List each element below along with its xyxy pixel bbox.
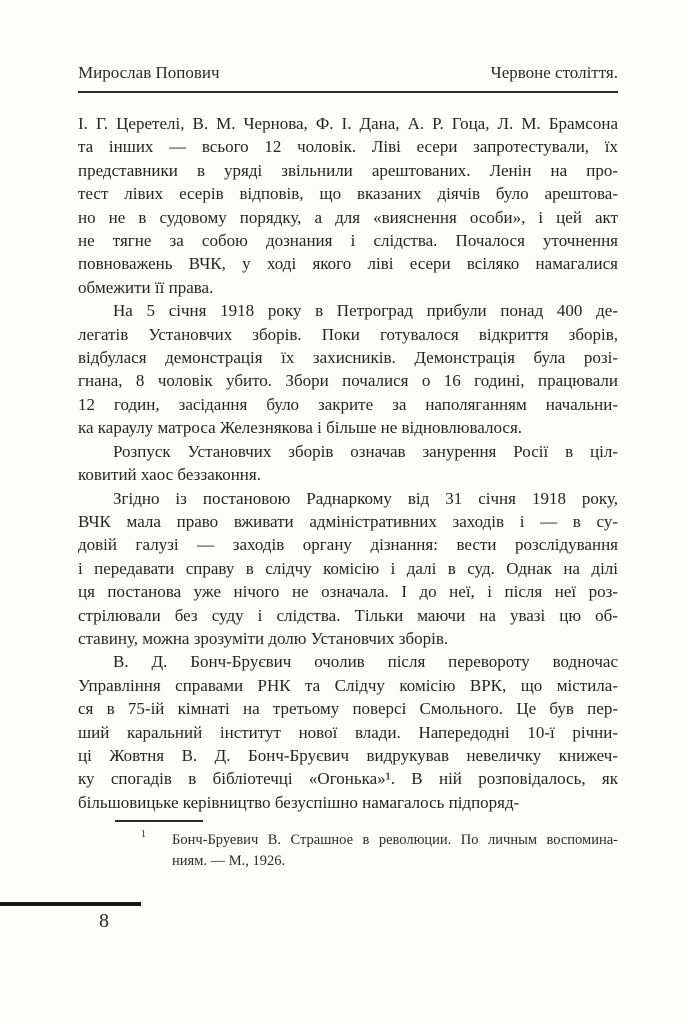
running-header-book-title: Червоне століття. [490,63,618,82]
text-line: відбулася демонстрація їх захисників. Демонстрація була розі- [78,348,618,368]
footnote [141,829,618,872]
text-line: 12 годин, засідання було закрите за наполяганням начальни- [78,394,618,414]
text-line: На 5 січня 1918 року в Петроград прибули понад 400 де- [113,301,618,321]
text-line: тест лівих есерів відповів, що вказаних діячів було арештова- [78,184,618,204]
text-line: більшовицьке керівництво безуспішно намагалось підпоряд- [78,792,520,812]
text-line: і передавати справу в слідчу комісію і далі в суд. Однак на ділі [78,558,618,578]
text-line: гнана, 8 чоловік убито. Збори почалися о 16 годині, працювали [78,371,618,391]
text-line: ВЧК мала право вживати адміністративних заходів і — в су- [78,511,618,531]
text-line: стрілювали без суду і слідства. Тільки маючи на увазі цю об- [78,605,618,625]
text-line: Згідно із постановою Раднаркому від 31 січня 1918 року, [113,488,618,508]
footnote-line: 1 Бонч-Бруевич В. Страшное в революции. По личным воспомина- [141,829,618,849]
text-line: повноважень ВЧК, у ході якого ліві есери всіляко намагалися [78,254,618,274]
body-text [78,112,618,814]
footnote-marker: 1 [141,829,146,841]
text-line: ковитий хаос беззаконня. [78,465,261,485]
text-line: ка караулу матроса Железнякова і більше не відновлювалося. [78,418,523,438]
running-header [78,62,618,83]
text-line: Управління справами РНК та Слідчу комісію ВРК, що містила- [78,675,618,695]
text-line: ставину, можна зрозуміти долю Установчих зборів. [78,628,449,648]
paragraph [78,440,618,487]
printer-mark-bar [0,902,141,906]
text-line: но не в судовому порядку, а для «вияснення особи», і цей акт [78,207,618,227]
paragraph [78,650,618,814]
header-rule [78,91,618,93]
paragraph [78,487,618,651]
page-number: 8 [99,910,109,932]
text-line: обмежити її права. [78,277,214,297]
paragraph [78,112,618,299]
text-line: ці Жовтня В. Д. Бонч-Бруєвич видрукував невеличку книжеч- [78,745,618,765]
paragraph [78,299,618,439]
text-line: ку спогадів в бібліотечці «Огонька»¹. В ній розповідалось, як [78,769,618,789]
text-line: І. Г. Церетелі, В. М. Чернова, Ф. І. Дана, А. Р. Гоца, Л. М. Брамсона [78,114,618,133]
text-line: легатів Установчих зборів. Поки готувалося відкриття зборів, [78,324,618,344]
footnote-line: ниям. — М., 1926. [172,853,286,870]
text-line: та інших — всього 12 чоловік. Ліві есери запротестували, їх [78,137,618,157]
text-line: ся в 75-ій кімнаті на третьому поверсі Смольного. Це був пер- [78,699,618,719]
text-line: не тягне за собою дознания і слідства. Почалося уточнення [78,231,618,251]
text-line: Розпуск Установчих зборів означав занурення Росії в ціл- [113,441,618,461]
footnote-rule [115,820,203,822]
text-line: довій галузі — заходів органу дізнання: вести розслідування [78,535,618,555]
text-line: ця постанова уже нічого не означала. І до неї, і після неї роз- [78,582,618,602]
text-line: представники в уряді звільнили арештованих. Ленін на про- [78,160,618,180]
text-line: В. Д. Бонч-Бруєвич очолив після перевороту водночас [113,652,618,672]
text-line: ший каральний інститут нової влади. Напередодні 10-ї річни- [78,722,618,742]
running-header-author: Мирослав Попович [78,63,220,82]
